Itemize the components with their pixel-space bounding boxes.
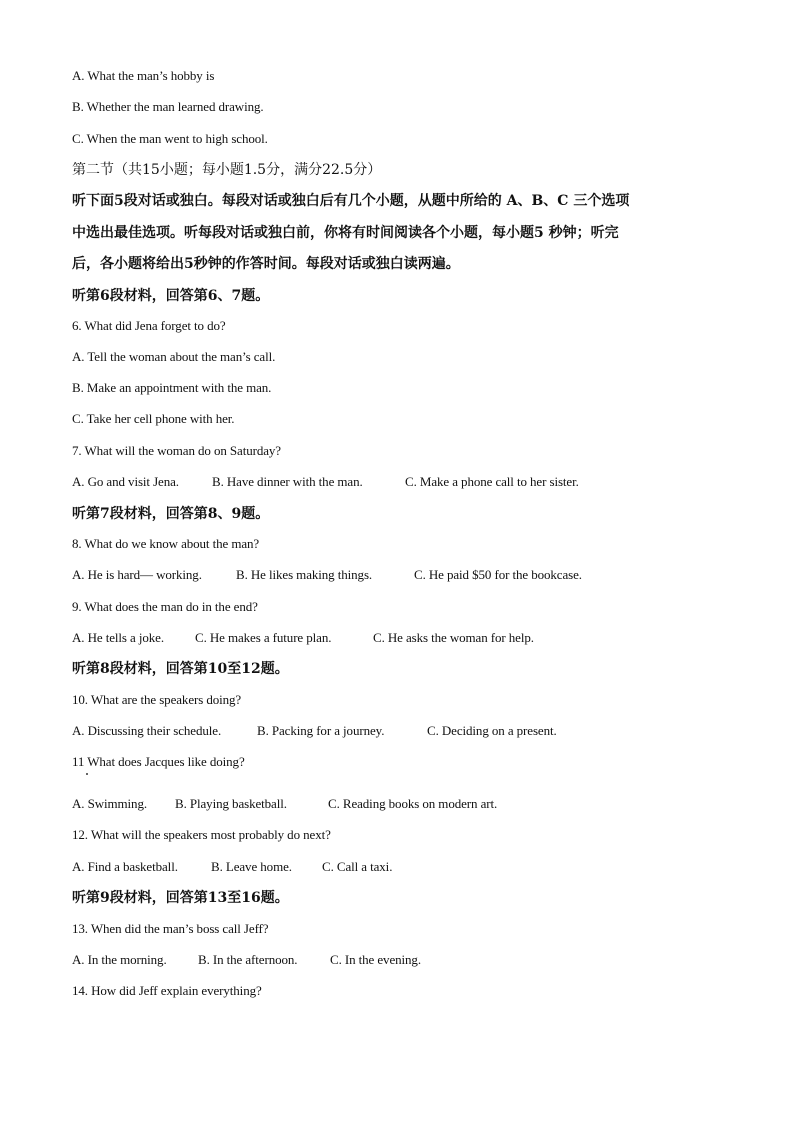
- q8-options: [72, 565, 582, 585]
- question-14: 14. How did Jeff explain everything?: [72, 983, 262, 998]
- q6-option-b: B. Make an appointment with the man.: [72, 380, 272, 395]
- instruction-line-1: 听下面5段对话或独白。每段对话或独白后有几个小题，从题中所给的 A、B、C 三个选项: [72, 193, 630, 209]
- q9-option-a: A. He tells a joke.: [72, 630, 164, 645]
- q10-option-a: A. Discussing their schedule.: [72, 723, 222, 738]
- passage-8-heading: 听第8段材料，回答第10至12题。: [72, 661, 289, 677]
- q13-option-c: C. In the evening.: [330, 952, 421, 967]
- q11-option-a: A. Swimming.: [72, 796, 148, 811]
- q12-options: [72, 857, 392, 877]
- q11-option-c: C. Reading books on modern art.: [328, 796, 498, 811]
- q13-option-b: B. In the afternoon.: [198, 952, 298, 967]
- q5-option-c: C. When the man went to high school.: [72, 131, 268, 146]
- q12-option-b: B. Leave home.: [211, 859, 292, 874]
- question-12: 12. What will the speakers most probably do next?: [72, 827, 331, 842]
- q13-option-a: A. In the morning.: [72, 952, 167, 967]
- q8-option-b: B. He likes making things.: [236, 567, 373, 582]
- q7-option-c: C. Make a phone call to her sister.: [405, 474, 579, 489]
- question-11: 11 What does Jacques like doing?: [72, 754, 245, 769]
- question-8: 8. What do we know about the man?: [72, 536, 260, 551]
- q11-options: [72, 794, 497, 814]
- q7-option-a: A. Go and visit Jena.: [72, 474, 179, 489]
- question-7: 7. What will the woman do on Saturday?: [72, 443, 281, 458]
- q12-option-a: A. Find a basketball.: [72, 859, 178, 874]
- question-9: 9. What does the man do in the end?: [72, 599, 258, 614]
- q8-option-c: C. He paid $50 for the bookcase.: [414, 567, 582, 582]
- q6-option-a: A. Tell the woman about the man’s call.: [72, 349, 276, 364]
- question-10: 10. What are the speakers doing?: [72, 692, 242, 707]
- section-title: 第二节（共15小题；每小题1.5分，满分22.5分）: [72, 162, 382, 178]
- instruction-line-3: 后，各小题将给出5秒钟的作答时间。每段对话或独白读两遍。: [72, 256, 460, 272]
- stray-dot: [86, 773, 88, 775]
- question-13: 13. When did the man’s boss call Jeff?: [72, 921, 269, 936]
- question-6: 6. What did Jena forget to do?: [72, 318, 226, 333]
- q13-options: [72, 950, 421, 970]
- passage-6-heading: 听第6段材料，回答第6、7题。: [72, 288, 270, 304]
- q5-option-a: A. What the man’s hobby is: [72, 68, 215, 83]
- q10-options: [72, 721, 557, 741]
- q6-option-c: C. Take her cell phone with her.: [72, 411, 235, 426]
- passage-9-heading: 听第9段材料，回答第13至16题。: [72, 890, 289, 906]
- q5-option-b: B. Whether the man learned drawing.: [72, 99, 264, 114]
- q10-option-b: B. Packing for a journey.: [257, 723, 385, 738]
- q10-option-c: C. Deciding on a present.: [427, 723, 557, 738]
- q11-option-b: B. Playing basketball.: [175, 796, 287, 811]
- q9-option-b: C. He makes a future plan.: [195, 630, 332, 645]
- q7-options: [72, 472, 579, 492]
- q8-option-a: A. He is hard— working.: [72, 567, 202, 582]
- q7-option-b: B. Have dinner with the man.: [212, 474, 363, 489]
- q9-option-c: C. He asks the woman for help.: [373, 630, 534, 645]
- passage-7-heading: 听第7段材料，回答第8、9题。: [72, 506, 270, 522]
- instruction-line-2: 中选出最佳选项。听每段对话或独白前，你将有时间阅读各个小题，每小题5 秒钟；听完: [72, 225, 619, 241]
- q12-option-c: C. Call a taxi.: [322, 859, 393, 874]
- q9-options: [72, 628, 534, 648]
